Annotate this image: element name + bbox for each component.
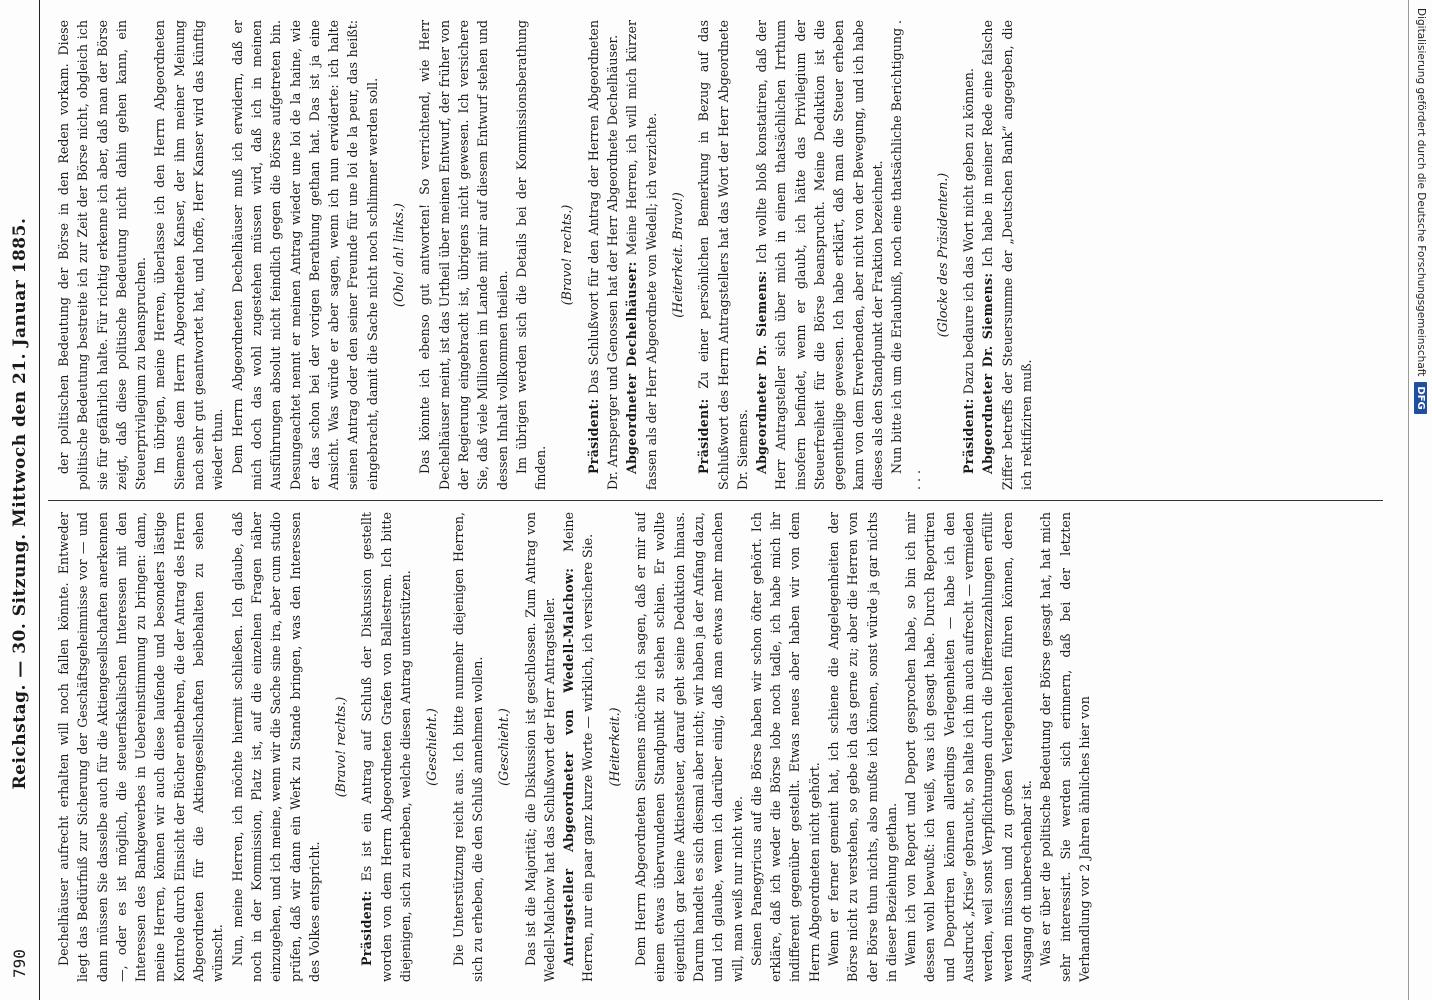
text-paragraph: der politischen Bedeutung der Börse in den Reden vorkam. Diese politische Bedeutung bestreite ich zur Zeit der Börse nicht, obgleich ich sie für gefährlich halte. Für richtig erkenne ich aber, daß man der Börse zeigt, daß diese politische Bedeutung nicht dahin gehen kann, ein Steuerprivilegium zu beanspruchen.: [56, 20, 149, 490]
text-paragraph: Wenn ich von Report und Deport gesprochen habe, so bin ich mir dessen wohl bewußt: ich weiß, was ich gesagt habe. Durch Reportiren und Deportiren können allerdings Verlegenheiten — habe ich den Ausdruck „Krise“ gebraucht, so halte ich ihn auch aufrecht — vermieden werden, weil sonst Verpflichtungen durch die Differenzzahlungen erfüllt werden müssen und zu großen Verlegenheiten führen können, deren Ausgang oft unberechenbar ist.: [903, 512, 1034, 982]
stage-direction: (Oho! ah! links.): [391, 203, 407, 307]
text-paragraph: Dem Herrn Abgeordneten Siemens möchte ich sagen, daß er mir auf einem etwas überwundenen Standpunkt zu stehen schien. Er wollte eigentlich gar keine Aktiensteuer, darauf geht seine Deduktion hinaus. Darum handelt es sich diesmal aber nicht; wir haben ja der Anfang dazu, und ich glaube, wenn ich darüber einig, daß man etwas mehr machen will, man weiß nur nicht wie.: [633, 512, 745, 982]
speaker-name: Abgeordneter Dechelhäuser:: [624, 261, 640, 474]
stage-direction: (Glocke des Präsidenten.): [934, 172, 950, 338]
speech-paragraph: [959, 20, 978, 490]
speaker-name: Präsident:: [696, 398, 712, 474]
digitization-credit: Digitalisierung gefördert durch die Deutsche Forschungsgemeinschaft: [1415, 8, 1427, 377]
stage-direction: (Geschieht.): [496, 708, 512, 786]
speaker-name: Abgeordneter Dr. Siemens:: [980, 272, 996, 474]
stage-direction: (Heiterkeit. Bravo!): [669, 192, 685, 318]
right-column: [54, 20, 1384, 490]
speaker-name: Abgeordneter Dr. Siemens:: [754, 270, 770, 474]
speech-text: Ich habe in meiner Rede eine falsche Ziffer betreffs der Steuersumme der „Deutschen Bank“ angegeben, die ich rektifiziren muß.: [980, 20, 1034, 490]
text-paragraph: Wenn er ferner gemeint hat, ich schiene die Angelegenheiten der Börse nicht zu verstehen, so gebe ich das gerne zu; aber die Herren von der Börse thun nichts, also mußte ich können, sonst würde ja gar nichts in dieser Beziehung gethan.: [825, 512, 899, 982]
speech-paragraph: [584, 20, 623, 490]
speech-text: Meine Herren, nur ein paar ganz kurze Worte — wirklich, ich versichere Sie.: [561, 512, 596, 982]
stage-direction: (Geschieht.): [424, 708, 440, 786]
text-paragraph: Im übrigen, meine Herren, überlasse ich den Herrn Abgeordneten Siemens dem Herrn Abgeordneten Kanser, der ihm meiner Meinung nach sehr gut geantwortet hat, und hoffe, Herr Kanser wird das künftig wieder thun.: [152, 20, 226, 490]
page-number: 790: [10, 949, 29, 978]
stage-direction: (Heiterkeit.): [606, 707, 622, 787]
text-paragraph: Das ist die Majorität; die Diskussion ist geschlossen. Zum Antrag von Wedell-Malchow hat das Schlußwort der Herr Antragsteller.: [522, 512, 557, 982]
text-paragraph: Dechelhäuser aufrecht erhalten will noch fallen könnte. Entweder liegt das Bedürfniß zur Sicherung der Geschäftsgeheimnisse vor — und dann müssen Sie dasselbe auch für die Aktiengesellschaften anerkennen —, oder es ist möglich, die steuerfiskalischen Interessen mit den Interessen des Bankgewerbes in Uebereinstimmung zu bringen: dann, meine Herren, können wir auch diese laufende und besonders lästige Kontrole durch Einsicht der Bücher entbehren, die der Antrag des Herrn Abgeordneten für die Aktiengesellschaften beibehalten zu sehen wünscht.: [56, 512, 226, 982]
left-column: [54, 512, 1384, 982]
stage-direction: (Bravo! rechts.): [333, 696, 349, 798]
text-paragraph: Seinen Panegyricus auf die Börse haben wir schon öfter gehört. Ich erkläre, daß ich weder die Börse lobe noch tadle, ich habe mich ihr indifferent gegenüber gestellt. Etwas neues aber haben wir von dem Herrn Abgeordneten nicht gehört.: [748, 512, 822, 982]
speech-text: Es ist ein Antrag auf Schluß der Diskussion gestellt worden von dem Herrn Abgeordneten Grafen von Ballestrem. Ich bitte diejenigen, sich zu erheben, welche diesen Antrag unterstützen.: [359, 512, 414, 982]
text-paragraph: Das könnte ich ebenso gut antworten! So verrichtend, wie Herr Dechelhäuser meint, ist das Urtheil über meinen Entwurf, der früher von der Regierung eingebracht ist, übrigens nicht gewesen. Ich versichere Sie, daß viele Millionen im Lande mit mir auf diesem Entwurf stehen und dessen Inhalt vollkommen theilen.: [417, 20, 510, 490]
speaker-name: Präsident:: [359, 890, 375, 966]
speech-text: Meine Herren, ich will mich kürzer fassen als der Herr Abgeordnete von Wedell; ich verzichte.: [624, 20, 659, 490]
text-paragraph: Nun bitte ich um die Erlaubniß, noch eine thatsächliche Berichtigung . . . .: [889, 20, 924, 490]
speech-paragraph: [357, 512, 415, 982]
speech-text: Zu einer persönlichen Bemerkung in Bezug auf das Schlußwort des Herrn Antragstellers hat das Wort der Herr Abgeordnete Dr. Siemens.: [696, 20, 750, 490]
speech-paragraph: [559, 512, 598, 982]
text-paragraph: Nun, meine Herren, ich möchte hiermit schließen. Ich glaube, daß noch in der Kommission, Platz ist, auf die einzelnen Fragen näher einzugehen, und ich meine, wenn wir die Sache sine ira, aber cum studio prüfen, daß wir dann ein Werk zu Stande bringen, was den Interessen des Volkes entspricht.: [229, 512, 322, 982]
text-paragraph: Im übrigen werden sich die Details bei der Kommissionsberathung finden.: [513, 20, 549, 490]
text-paragraph: Dem Herrn Abgeordneten Dechelhäuser muß ich erwidern, daß er mich doch das wohl zugestehen müssen wird, daß ich in meinen Ausführungen absolut nicht feindlich gegen die Börse aufgetreten bin. Desungeachtet nennt er meinen Antrag wieder une loi de la haine, wie er das schon bei der vorigen Berathung gethan hat. Das ist ja eine Ansicht. Was würde er aber sagen, wenn ich nun erwiderte: ich halte seinen Antrag oder den seiner Freunde für une loi de la peur, das heißt: eingebracht, damit die Sache nicht noch schlimmer werden soll.: [229, 20, 380, 490]
page-header: [0, 0, 40, 1000]
stage-direction: (Bravo! rechts.): [559, 204, 575, 306]
speech-text: Das Schlußwort für den Antrag der Herren Abgeordneten Dr. Arnsperger und Genossen hat der Herr Abgeordnete Dechelhäuser.: [585, 20, 621, 490]
speaker-name: Präsident:: [585, 398, 601, 474]
dfg-logo: DFG: [1415, 382, 1428, 413]
running-title: Reichstag. — 30. Sitzung. Mittwoch den 21. Januar 1885.: [9, 217, 30, 790]
speech-text: Dazu bedaure ich das Wort nicht geben zu können.: [961, 68, 977, 395]
speech-paragraph: [694, 20, 752, 490]
speaker-name: Präsident:: [961, 398, 977, 474]
speech-text: Ich wollte bloß konstatiren, daß der Herr Antragsteller sich über mich in einem thatsächlichen Irrthum insofern befindet, wenn er glaubt, ich hätte das Privilegium der Steuerfreiheit für die Börse beansprucht. Meine Deduktion ist die gegentheilige gewesen. Ich habe erklärt, daß man die Steuer erheben kann von dem Erwerbenden, aber nicht von der Bewegung, und ich habe dieses als den Standpunkt der Fraktion bezeichnet.: [754, 20, 885, 490]
text-paragraph: Die Unterstützung reicht aus. Ich bitte nunmehr diejenigen Herren, sich zu erheben, die den Schluß annehmen wollen.: [450, 512, 485, 982]
speech-paragraph: [622, 20, 661, 490]
column-divider: [48, 500, 1383, 501]
speaker-name: Antragsteller Abgeordneter von Wedell-Malchow:: [561, 567, 577, 966]
digitization-sidebar: [1408, 0, 1432, 1000]
speech-paragraph: [978, 20, 1036, 490]
speech-paragraph: [752, 20, 887, 490]
text-paragraph: Was er über die politische Bedeutung der Börse gesagt hat, hat mich sehr interessirt. Sie werden sich erinnern, daß bei der letzten Verhandlung vor 2 Jahren ähnliches hier von: [1038, 512, 1092, 982]
